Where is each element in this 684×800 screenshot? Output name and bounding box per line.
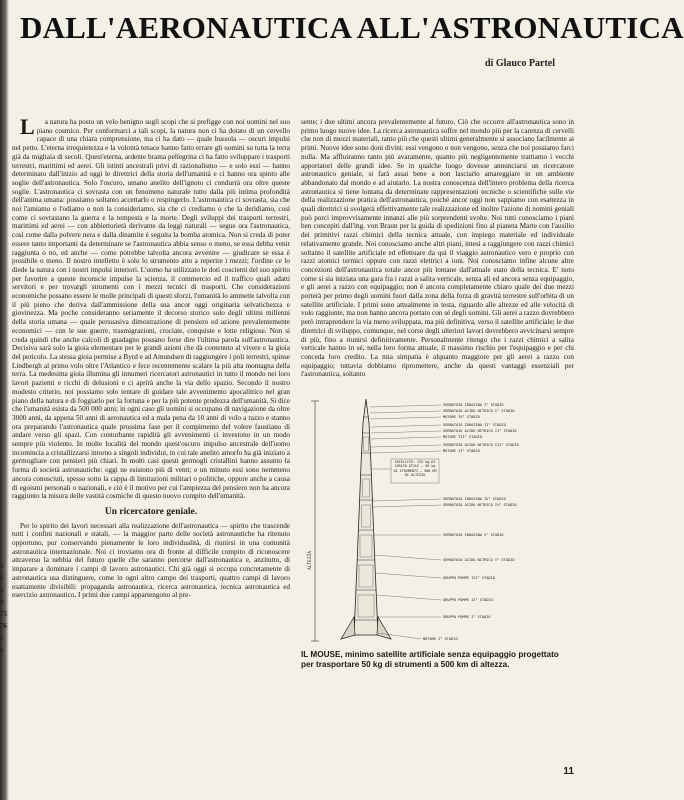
subheading: Un ricercatore geniale. <box>104 506 198 517</box>
figure-label: MOTORE II° STADIO <box>443 449 480 453</box>
figure-label: SERBATOIO ACIDO NITRICO IV° STADIO <box>443 503 517 507</box>
article-byline: di Glauco Partel <box>485 58 555 69</box>
margin-number: 5 <box>0 586 4 594</box>
margin-number: s <box>0 634 3 642</box>
figure-label: GRUPPO POMPE III° STADIO <box>443 576 495 580</box>
payload-note-text: SATELLITE: 125 kg DI CARICO UTILE — 50 kg DI STRUMENTI — 500 KM DI ALTEZZA <box>393 460 437 477</box>
margin-number: 76 <box>0 622 7 630</box>
left-column <box>12 114 290 600</box>
height-label: ALTEZZA <box>308 551 313 570</box>
figure-label: GRUPPO POMPE II° STADIO <box>443 598 493 602</box>
margin-number: 75 <box>0 610 7 618</box>
figure-label: GRUPPO POMPE I° STADIO <box>443 615 491 619</box>
payload-note <box>392 460 438 482</box>
right-column <box>301 118 574 393</box>
figure-label: SERBATOIO IDRAZINA I° STADIO <box>443 403 504 407</box>
figure-label: SERBATOIO ACIDO NITRICO III° STADIO <box>443 443 519 447</box>
page-number: 11 <box>563 766 574 777</box>
page-binding-edge <box>0 0 9 800</box>
left-paragraph-1: La natura ha posto un velo benigno sugli scopi che si prefigge con noi uomini nel suo piano cosmico. Per conformarci a tali scopi, la natura non ci ha dotato di un cervello capace di una chiara comprensione, ma ci ha dato — quale bussola — oscuri impulsi nel petto. L'eterna irrequietezza e la volontà tenace hanno fatto errare gli uomini su tutta la terra già da migliaia di secoli. Quest'eterna, ardente brama pellegrina ci ha fatto sviluppare i trasporti terrestri, marittimi ed aerei. Gli istinti ancestrali privi di razionalismo — e solo essi — hanno determinato dall'inizio ad oggi le direttrici della storia dell'umanità e ci hanno ora spinto alle soglie dell'astronautica. Solo l'oscuro, umano anelito dell'ignoto ci condurrà ora oltre queste soglie. L'astronautica ci sovrasta con un fenomeno naturale tutto dalla più intima profondità dell'anima umana: possiamo soltanto accettarlo o respingerlo. L'astronautica ci sovrasta, sia che noi l'amiamo o l'odiamo o non la consideriamo, sia che ci crediamo o che la deridiamo, così come ci sovrastano la guerra e la tempesta e la morte. Degli sviluppi dei trasporti terrestri, marittimi ed aerei — con abbiettorietà derivante da leggi naturali — segue ora l'astronautica, così come dalla polvere nera e dalla dinamite è seguita la bomba atomica. Non si creda di poter essere tanto importanti da determinare se l'astronautica abbia senso o meno, se essa debba venir raggiunta o no, ed anche — come potrebbe talvolta ancora avvenire — giudicare se essa è possibile o meno. Il nostro intelletto è solo lo strumento atto a reperire i mezzi; l'ordine ce lo diede la natura con i nostri impulsi interiori. L'uomo ha utilizzato le doti coscienti del suo spirito per favorire a queste inconscie impulse la scienza, il commercio ed il traffico quali adatti servitori e per trovargli strumenti con i mezzi tecnici di trasporti. Che considerazioni economiche possano essere le molle principali di questi sforzi, l'umanità lo ammette talvolta con il più pieno che deriva dall'ammissione della sua ancor oggi originaria selvatichezza e giovinezza. Ma poche consideranno seriamente il decorso storico solo degli ultimi millenni della storia umana — quale persuasiva dimostrazione di pensiero ed azione prevalentemente economici — con le sue guerre, trasmigrazioni, crociate, conquiste e lotte religiose. Non si creda quindi che anche calcoli di guadagno possano forse dire l'ultima parola sull'astronautica. Decisiva sarà solo la gioia elementare per le grandi azioni che dà contenuto al vivere e la gioia del pericolo. La stessa gioia permise a Byrd e ad Amundsen di raggiungere i poli terrestri, spinse Lindbergh al primo volo oltre l'Atlantico e fece recentemente scalare la più alta montagna della terra. La medesima gioia illumina gli innumeri ricercatori astronautici in tutto il mondo nei loro lavori pazienti e ricchi di delusioni e ci aprirà anche la via dello spazio. Secondo il nostro modesto criterio, noi possiamo solo tentare di guidare tale avvenimento apocalittico nel gran piano della natura e di foggiarlo per la fortuna e per la più potente prodezza dell'umanità. Si dice che l'umanità esista da 500 000 anni; in ogni caso gli uomini si occupano di navigazione da oltre 3000 anni, da appena 50 anni di aeronautica ed a mala pena da 10 anni di volo a razzo e stanno ora preparando l'astronautica quale prossima fase per il compimento del volere faustiano di andare verso gli spazi. Con conturbante rapidità gli avvenimenti ci investono in un modo sempre più violento. In molte località del mondo quest'oscuro impulso ancestrale dell'uomo incomincia a cristallizzarsi intorno a singoli individui, in cui tale anelito amorfo ha già iniziato a germogliare con pensieri più chiari. In molti casi questi germogli cristallini hanno assunto la forma di società astronautiche: oggi ne esistono più di venti; e un minuto essi sono nemmeno ancora conosciuti, spesso sotto la cappa di limitazioni militari o politiche, oppure anche a causa di egoismi personali o nazionali, e ciò è il motivo per cui l'ampiezza del pensiero non ha ancora raggiunto la misura delle vastità cosmiche di questo nuovo compito dell'umanità. <box>12 114 290 501</box>
margin-number: 6 <box>0 574 4 582</box>
figure-label: SERBATOIO ACIDO NITRICO V° STADIO <box>443 558 515 562</box>
figure-label: MOTORE IV° STADIO <box>443 415 480 419</box>
rocket-fin-right <box>377 617 391 639</box>
figure-label: SERBATOIO ACIDO NITRICO I° STADIO <box>443 409 515 413</box>
rocket-diagram <box>301 395 574 645</box>
article-title: DALL'AERONAUTICA ALL'ASTRONAUTICA <box>20 10 684 45</box>
right-paragraph-1: sente; i due ultimi ancora prevalentemente al futuro. Ciò che occorre all'astronautica sono in primo luogo nuove idee. La ricerca astronautica soffre nel mondo più per la carenza di cervelli che non di mezzi materiali, tanto più che questi ultimi generalmente si associano facilmente ai primi. Nuove idee sono doni divini: essi vengono o non vengono, senza che noi possiamo farci nulla. Ma affluiranno tanto più avaramente, quanto più negligentemente trattiamo i vecchi apportatori delle grandi idee. Se in qualche luogo dovesse annunciarsi un ricercatore astronautico geniale, si farà assai bene a non lasciarlo amareggiare in un ambiente abbandonato dal mondo e ad aiutarlo. La nostra conoscenza dell'intero problema della ricerca astronautica si tiene lontana da determinate rappresentazioni tecniche o scientifiche sulle vie della realizzazione pratica dell'astronautica, poiché ancor oggi non sappiamo con esattezza in quali direttrici si svolgerà effettivamente tale realizzazione ed inoltre l'azione di nomini geniali può porci improvvisamente innanzi alle più sorprendenti svolte. Noi tutti conosciamo i piani ben concepiti dall'ing. von Braun per la guida di spedizioni fino al pianeta Marte con l'ausilio dei primitivi razzi chimici della tecnica attuale, con impiego materiale ed individuale relativamente grande. Noi conosciamo anche altri piani, intesi a raggiungere con razzi chimici soltanto il satellite artificiale ed effettuare da qui il viaggio astronautico vero e proprio con razzi atomici termici oppure con razzi elettrici a ioni. Noi conosciamo infine alcune altre concezioni dell'astronautica totale ancor più lontane dall'attuale stato della tecnica. E' noto come si sia iniziata una gara fra i razzi a salita verticale, senza ali ed ancora senza equipaggio, e gli aerei a razzo con equipaggio; non è ancora completamente chiaro quale dei due mezzi porterà per primo degli uomini fuori dalla zona della forza di gravità terrestre sull'orbita di un satellite artificiale. I primi sono attualmente in testa, riguardo alle altezze ed alle velocità di volo raggiunte, ma non hanno ancora portato con sé degli uomini. Gli aerei a razzo dovrebbero però intraprendere la via meno sviluppata, ma più definitiva, verso il satellite artificiale; le due direttrici di sviluppo, comunque, nel corso degli ulteriori lavori dovrebbero avvicinarsi sempre di più, fino a riunirsi definitivamente. Personalmente ritengo che i razzi chimici a salita verticale hanno in sé, nella loro forma attuale, il massimo rischio per l'equipaggio e per chi conceda loro credito. La mia simpatia è alquanto maggiore per gli aerei a razzo con equipaggio; tuttavia dobbiamo ripromettere, anche da questi vantaggi essenziali per l'astronautica, soltanto <box>301 118 574 379</box>
rocket-fin-left <box>341 617 355 639</box>
label-leader-lines <box>370 405 441 639</box>
margin-number: 0 <box>0 598 4 606</box>
figure-label: SERBATOIO IDRAZINA V° STADIO <box>443 533 504 537</box>
margin-number: 5 <box>0 562 4 570</box>
figure-label: SERBATOIO IDRAZINA II° STADIO <box>443 423 506 427</box>
rocket-body <box>354 399 378 635</box>
figure-label: SERBATOIO IDRAZINA IV° STADIO <box>443 497 506 501</box>
margin-numbers <box>0 560 10 656</box>
figure-caption: IL MOUSE, minimo satellite artificiale senza equipaggio progettato per trasportare 50 kg di strumenti a 500 km di altezza. <box>301 650 559 669</box>
figure-label: SERBATOIO ACIDO NITRICO II° STADIO <box>443 429 517 433</box>
left-paragraph-2: Per lo spirito dei lavori necessari alla realizzazione dell'astronautica — spirito che trascende tutti i confini nazionali e statali, — la maggior parte delle società astronautiche ha ritenuto opportuno, pur conservando pienamente le loro individualità, di riunirsi in una comunità astronautica internazionale. Noi ci troviamo ora di fronte al difficile compito di riconoscere attraverso la nebbia del futuro quelle che saranno percorse dall'astronautica e, anzitutto, di imparare a dominare i campi di lavoro astronautici. Chi già oggi si occupa concretamente di astronautica usa distinguere, come in ogni altro campo dei trasporti, quattro campi di lavoro esattamente divisibili: propaganda astronautica, ricerca astronautica, tecnica astronautica ed esercizio astronautico. I primi due campi appartengono al pre- <box>12 521 290 600</box>
figure-label: MOTORE III° STADIO <box>443 435 482 439</box>
margin-number: e <box>0 646 4 654</box>
figure-label: MOTORE I° STADIO <box>423 637 458 641</box>
rocket-diagram-svg <box>301 395 574 645</box>
